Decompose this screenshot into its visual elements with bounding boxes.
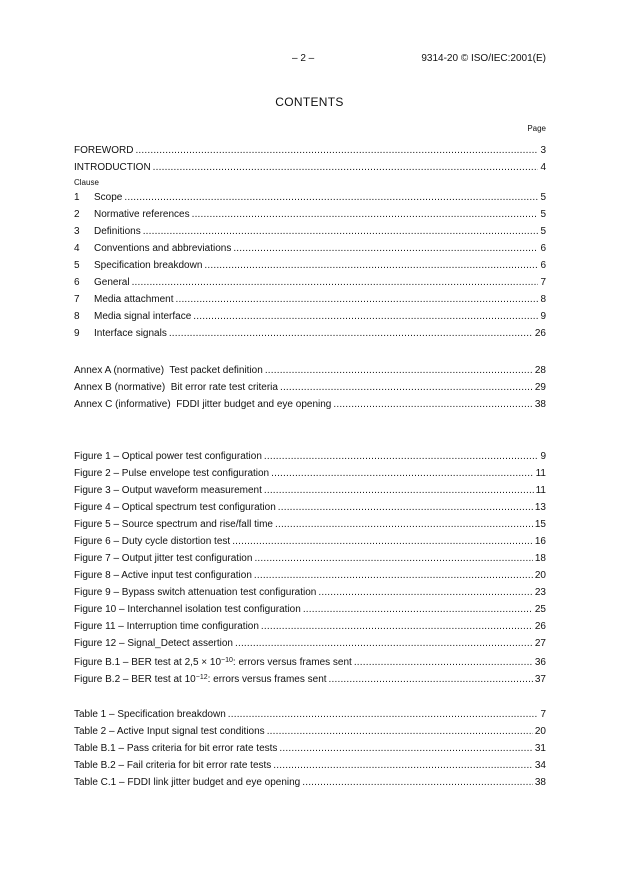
clause-number: 9 bbox=[74, 328, 80, 339]
leader-dots bbox=[333, 396, 533, 413]
leader-dots bbox=[303, 601, 533, 618]
leader-dots bbox=[354, 654, 533, 671]
toc-entry-text: Figure 12 – Signal_Detect assertion bbox=[74, 638, 233, 649]
leader-dots bbox=[267, 723, 533, 740]
clause-number: 6 bbox=[74, 277, 80, 288]
toc-entry-table[interactable] bbox=[74, 740, 546, 757]
toc-entry-figure-b2[interactable] bbox=[74, 669, 546, 686]
toc-entry-page: 7 bbox=[540, 277, 546, 288]
toc-entry-page: 25 bbox=[534, 604, 546, 615]
toc-entry-page: 6 bbox=[540, 243, 546, 254]
toc-entry-text: Conventions and abbreviations bbox=[94, 243, 232, 254]
toc-entry-page: 38 bbox=[534, 777, 546, 788]
toc-entry-clause[interactable] bbox=[74, 257, 546, 274]
toc-entry-page: 37 bbox=[534, 674, 546, 685]
toc-entry-text: INTRODUCTION bbox=[74, 162, 151, 173]
leader-dots bbox=[271, 465, 533, 482]
toc-entry-page: 31 bbox=[534, 743, 546, 754]
toc-entry-page: 3 bbox=[540, 145, 546, 156]
toc-entry-page: 18 bbox=[534, 553, 546, 564]
toc-entry-text: Figure 5 – Source spectrum and rise/fall time bbox=[74, 519, 273, 530]
toc-entry-figure[interactable] bbox=[74, 601, 546, 618]
leader-dots bbox=[265, 362, 533, 379]
leader-dots bbox=[192, 206, 539, 223]
toc-entry-text: Normative references bbox=[94, 209, 190, 220]
toc-entry-figure-b1[interactable] bbox=[74, 652, 546, 669]
toc-entry-text: Scope bbox=[94, 192, 123, 203]
leader-dots bbox=[254, 550, 532, 567]
toc-entry-page: 20 bbox=[534, 570, 546, 581]
toc-entry-table[interactable] bbox=[74, 774, 546, 791]
toc-entry-page: 5 bbox=[540, 226, 546, 237]
toc-entry-text: Specification breakdown bbox=[94, 260, 203, 271]
leader-dots bbox=[124, 189, 538, 206]
leader-dots bbox=[135, 142, 538, 159]
toc-entry-clause[interactable] bbox=[74, 240, 546, 257]
toc-entry-text: Figure 2 – Pulse envelope test configuration bbox=[74, 468, 270, 479]
toc-entry-annex[interactable] bbox=[74, 396, 546, 413]
toc-entry-page: 11 bbox=[535, 468, 546, 479]
figure-b1-exponent: −10 bbox=[221, 657, 233, 664]
toc-annex-section bbox=[74, 362, 546, 413]
toc-entry-page: 29 bbox=[534, 382, 546, 393]
toc-entry-text: Figure 7 – Output jitter test configuration bbox=[74, 553, 253, 564]
clause-number: 2 bbox=[74, 209, 80, 220]
toc-entry-clause[interactable] bbox=[74, 308, 546, 325]
toc-entry-page: 20 bbox=[534, 726, 546, 737]
leader-dots bbox=[329, 671, 533, 688]
toc-entry-clause[interactable] bbox=[74, 223, 546, 240]
toc-entry-page: 36 bbox=[534, 657, 546, 668]
leader-dots bbox=[169, 325, 533, 342]
page-number: – 2 – bbox=[292, 53, 315, 64]
toc-entry-page: 9 bbox=[540, 451, 546, 462]
leader-dots bbox=[143, 223, 539, 240]
toc-entry-figure[interactable] bbox=[74, 482, 546, 499]
toc-figures-section bbox=[74, 448, 546, 686]
toc-entry-page: 38 bbox=[534, 399, 546, 410]
toc-entry-figure[interactable] bbox=[74, 516, 546, 533]
toc-entry-page: 4 bbox=[540, 162, 546, 173]
leader-dots bbox=[176, 291, 539, 308]
toc-entry-figure[interactable] bbox=[74, 584, 546, 601]
toc-entry-text: Figure 8 – Active input test configuration bbox=[74, 570, 252, 581]
toc-entry-figure[interactable] bbox=[74, 550, 546, 567]
leader-dots bbox=[273, 757, 533, 774]
clause-number: 7 bbox=[74, 294, 80, 305]
toc-clauses-section bbox=[74, 142, 546, 342]
toc-entry-text: Annex C (informative) FDDI jitter budget and eye opening bbox=[74, 399, 332, 410]
figure-b1-prefix: Figure B.1 – BER test at 2,5 × 10 bbox=[74, 657, 222, 668]
leader-dots bbox=[193, 308, 538, 325]
clause-number: 8 bbox=[74, 311, 80, 322]
toc-entry-figure[interactable] bbox=[74, 635, 546, 652]
leader-dots bbox=[264, 448, 539, 465]
toc-entry-text: Figure 11 – Interruption time configuration bbox=[74, 621, 259, 632]
toc-tables-section bbox=[74, 706, 546, 791]
clause-number: 4 bbox=[74, 243, 80, 254]
leader-dots bbox=[153, 159, 539, 176]
figure-b1-suffix: : errors versus frames sent bbox=[232, 657, 352, 668]
toc-entry-figure[interactable] bbox=[74, 448, 546, 465]
toc-entry-text: Figure 1 – Optical power test configuration bbox=[74, 451, 262, 462]
toc-entry-page: 5 bbox=[540, 209, 546, 220]
toc-entry-text: Definitions bbox=[94, 226, 141, 237]
toc-entry-text: General bbox=[94, 277, 130, 288]
toc-entry-clause[interactable] bbox=[74, 274, 546, 291]
leader-dots bbox=[228, 706, 539, 723]
toc-entry-page: 16 bbox=[534, 536, 546, 547]
toc-entry-text: Table C.1 – FDDI link jitter budget and eye opening bbox=[74, 777, 301, 788]
standard-reference: 9314-20 © ISO/IEC:2001(E) bbox=[421, 53, 546, 64]
toc-entry-figure[interactable] bbox=[74, 533, 546, 550]
toc-entry-text: Table B.2 – Fail criteria for bit error rate tests bbox=[74, 760, 272, 771]
figure-b2-prefix: Figure B.2 – BER test at 10 bbox=[74, 674, 196, 685]
toc-entry-page: 7 bbox=[540, 709, 546, 720]
toc-entry-text: Interface signals bbox=[94, 328, 167, 339]
toc-entry-page: 26 bbox=[534, 621, 546, 632]
toc-entry-page: 8 bbox=[540, 294, 546, 305]
toc-entry-text: FOREWORD bbox=[74, 145, 134, 156]
toc-entry-page: 23 bbox=[534, 587, 546, 598]
leader-dots bbox=[235, 635, 533, 652]
leader-dots bbox=[280, 379, 533, 396]
leader-dots bbox=[278, 499, 533, 516]
toc-entry-text: Table 1 – Specification breakdown bbox=[74, 709, 226, 720]
toc-entry-text: Annex B (normative) Bit error rate test criteria bbox=[74, 382, 278, 393]
page-title: CONTENTS bbox=[275, 95, 344, 109]
toc-entry-table[interactable] bbox=[74, 706, 546, 723]
toc-entry-clause[interactable] bbox=[74, 189, 546, 206]
toc-entry-page: 15 bbox=[534, 519, 546, 530]
toc-entry-annex[interactable] bbox=[74, 379, 546, 396]
figure-b2-suffix: : errors versus frames sent bbox=[207, 674, 327, 685]
toc-entry-text bbox=[74, 669, 327, 688]
leader-dots bbox=[318, 584, 533, 601]
toc-entry-text: Figure 4 – Optical spectrum test configuration bbox=[74, 502, 276, 513]
figure-b2-exponent: −12 bbox=[195, 674, 208, 681]
toc-entry-figure[interactable] bbox=[74, 567, 546, 584]
toc-entry-figure[interactable] bbox=[74, 618, 546, 635]
leader-dots bbox=[204, 257, 538, 274]
leader-dots bbox=[264, 482, 534, 499]
leader-dots bbox=[132, 274, 539, 291]
toc-entry-page: 28 bbox=[534, 365, 546, 376]
leader-dots bbox=[261, 618, 533, 635]
clause-number: 5 bbox=[74, 260, 80, 271]
clause-label: Clause bbox=[74, 178, 99, 187]
clause-number: 1 bbox=[74, 192, 80, 203]
toc-entry-page: 5 bbox=[540, 192, 546, 203]
toc-entry-clause[interactable] bbox=[74, 325, 546, 342]
toc-entry-page: 13 bbox=[534, 502, 546, 513]
toc-entry-text: Figure 9 – Bypass switch attenuation test configuration bbox=[74, 587, 317, 598]
clause-number: 3 bbox=[74, 226, 80, 237]
toc-entry-text: Media attachment bbox=[94, 294, 174, 305]
toc-entry-annex[interactable] bbox=[74, 362, 546, 379]
leader-dots bbox=[233, 240, 538, 257]
leader-dots bbox=[254, 567, 533, 584]
toc-entry-foreword[interactable] bbox=[74, 142, 546, 159]
toc-entry-page: 34 bbox=[534, 760, 546, 771]
toc-entry-figure[interactable] bbox=[74, 499, 546, 516]
leader-dots bbox=[232, 533, 533, 550]
toc-entry-text: Figure 6 – Duty cycle distortion test bbox=[74, 536, 231, 547]
toc-entry-text: Table B.1 – Pass criteria for bit error rate tests bbox=[74, 743, 278, 754]
toc-entry-text: Figure 3 – Output waveform measurement bbox=[74, 485, 262, 496]
toc-entry-page: 27 bbox=[534, 638, 546, 649]
toc-entry-text: Figure 10 – Interchannel isolation test configuration bbox=[74, 604, 301, 615]
toc-entry-page: 9 bbox=[540, 311, 546, 322]
toc-entry-text: Annex A (normative) Test packet definition bbox=[74, 365, 263, 376]
toc-entry-introduction[interactable] bbox=[74, 159, 546, 176]
page-column-label: Page bbox=[527, 124, 546, 133]
leader-dots bbox=[302, 774, 533, 791]
toc-entry-page: 11 bbox=[535, 485, 546, 496]
toc-entry-text: Media signal interface bbox=[94, 311, 192, 322]
toc-entry-table[interactable] bbox=[74, 723, 546, 740]
toc-entry-clause[interactable] bbox=[74, 206, 546, 223]
toc-entry-page: 26 bbox=[534, 328, 546, 339]
toc-entry-table[interactable] bbox=[74, 757, 546, 774]
leader-dots bbox=[275, 516, 533, 533]
toc-entry-text: Table 2 – Active Input signal test conditions bbox=[74, 726, 265, 737]
toc-entry-clause[interactable] bbox=[74, 291, 546, 308]
toc-entry-figure[interactable] bbox=[74, 465, 546, 482]
toc-entry-page: 6 bbox=[540, 260, 546, 271]
leader-dots bbox=[279, 740, 532, 757]
